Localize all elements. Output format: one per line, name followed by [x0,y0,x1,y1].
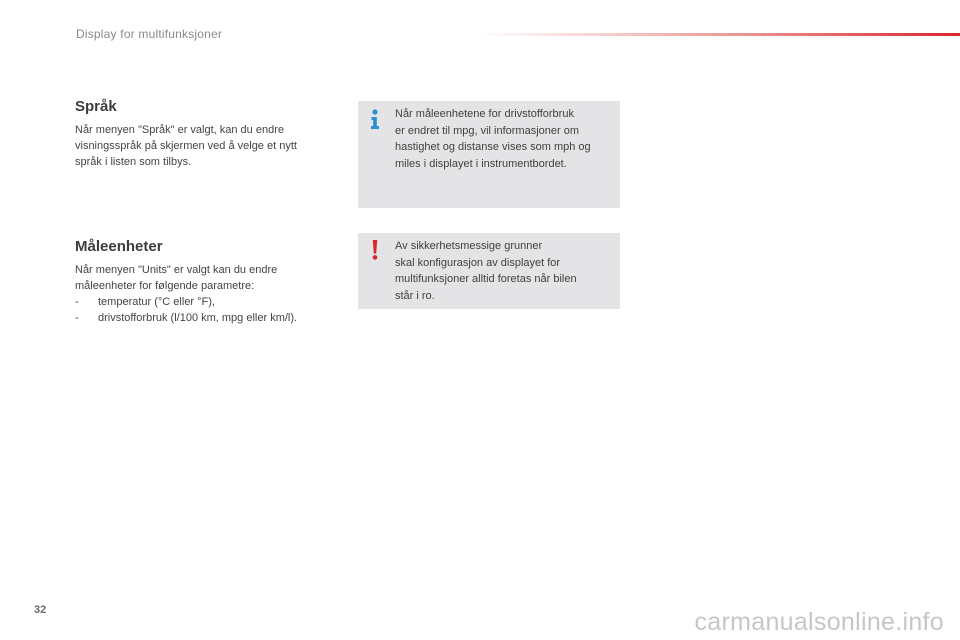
section-title-sprak: Språk [75,98,117,115]
list-bullet: - [75,296,79,308]
list-item [75,310,355,326]
info-icon [369,109,381,129]
body-line: måleenheter for følgende parametre: [75,280,255,292]
note-line: Når måleenhetene for drivstofforbruk [395,108,574,120]
list-item-text: temperatur (°C eller °F), [98,296,215,308]
note-line: hastighet og distanse vises som mph og [395,141,591,153]
body-line: visningsspråk på skjermen ved å velge et nytt [75,140,297,152]
note-line: står i ro. [395,289,435,302]
section-title-maleenheter: Måleenheter [75,238,163,255]
body-line: Når menyen "Units" er valgt kan du endre [75,264,278,276]
parameter-list [75,294,355,326]
page-header-title: Display for multifunksjoner [76,27,223,41]
list-item-text: drivstofforbruk (l/100 km, mpg eller km/l). [98,312,298,324]
note-line: miles i displayet i instrumentbordet. [395,157,567,170]
warning-note-box [358,233,620,309]
warning-icon [369,240,381,260]
body-line: språk i listen som tilbys. [75,156,192,168]
note-line: Av sikkerhetsmessige grunner [395,240,543,252]
list-bullet: - [75,312,79,324]
section-body-sprak [75,122,345,170]
header-accent-bar [478,33,960,36]
watermark: carmanualsonline.info [694,608,944,636]
note-line: multifunksjoner alltid foretas når bilen [395,273,577,285]
info-note-text [395,106,614,172]
note-line: skal konfigurasjon av displayet for [395,256,561,269]
list-item [75,294,355,310]
info-note-box [358,101,620,208]
warning-note-text [395,238,614,304]
body-line: Når menyen "Språk" er valgt, kan du endre [75,124,284,136]
section-body-maleenheter [75,262,355,326]
page-number: 32 [34,604,47,616]
note-line: er endret til mpg, vil informasjoner om [395,124,580,137]
